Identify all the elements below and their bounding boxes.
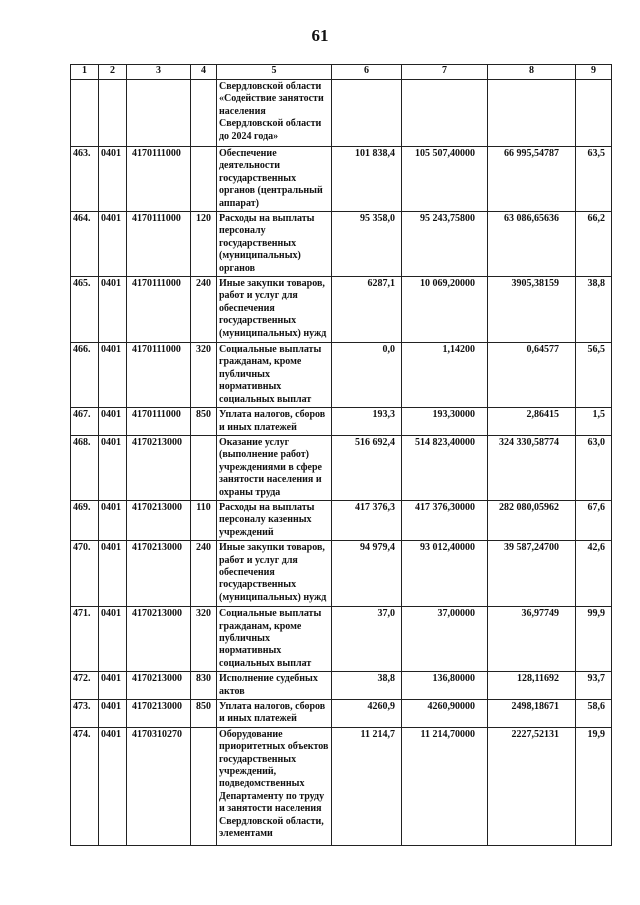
expense-type: 850	[191, 700, 217, 728]
value-col-6: 4260,9	[332, 700, 402, 728]
value-col-6: 193,3	[332, 408, 402, 436]
value-col-6: 101 838,4	[332, 147, 402, 212]
value-col-7: 193,30000	[402, 408, 488, 436]
table-row	[71, 541, 612, 607]
item-name: Оборудование приоритетных объектов государственных учреждений, подведомственных Департаменту по труду и занятости населения Свердловской области, элементами	[217, 727, 332, 845]
value-col-6: 417 376,3	[332, 500, 402, 540]
row-number: 472.	[71, 672, 99, 700]
section-code	[99, 80, 127, 147]
header-col-9: 9	[576, 65, 612, 80]
section-code: 0401	[99, 727, 127, 845]
value-col-7: 4260,90000	[402, 700, 488, 728]
table-row	[71, 435, 612, 500]
section-code: 0401	[99, 541, 127, 607]
table-row	[71, 672, 612, 700]
expense-type: 320	[191, 607, 217, 672]
budget-table-container	[70, 64, 612, 846]
value-col-6: 0,0	[332, 343, 402, 408]
expense-type: 240	[191, 541, 217, 607]
value-col-7: 95 243,75800	[402, 212, 488, 277]
item-name: Оказание услуг (выполнение работ) учреждениями в сфере занятости населения и охраны труда	[217, 435, 332, 500]
value-col-9: 42,6	[576, 541, 612, 607]
item-name: Социальные выплаты гражданам, кроме публичных нормативных социальных выплат	[217, 607, 332, 672]
item-name: Иные закупки товаров, работ и услуг для обеспечения государственных (муниципальных) нужд	[217, 541, 332, 607]
value-col-7: 1,14200	[402, 343, 488, 408]
table-header-row	[71, 65, 612, 80]
value-col-9: 19,9	[576, 727, 612, 845]
value-col-9: 99,9	[576, 607, 612, 672]
value-col-9	[576, 80, 612, 147]
section-code: 0401	[99, 435, 127, 500]
value-col-7	[402, 80, 488, 147]
value-col-6: 516 692,4	[332, 435, 402, 500]
value-col-8: 2498,18671	[488, 700, 576, 728]
target-code: 4170213000	[127, 607, 191, 672]
header-col-7: 7	[402, 65, 488, 80]
target-code: 4170213000	[127, 541, 191, 607]
table-row	[71, 607, 612, 672]
value-col-8: 39 587,24700	[488, 541, 576, 607]
row-number: 470.	[71, 541, 99, 607]
target-code: 4170111000	[127, 212, 191, 277]
item-name: Расходы на выплаты персоналу казенных учреждений	[217, 500, 332, 540]
row-number: 463.	[71, 147, 99, 212]
row-number: 471.	[71, 607, 99, 672]
value-col-8: 128,11692	[488, 672, 576, 700]
target-code: 4170213000	[127, 435, 191, 500]
value-col-7: 37,00000	[402, 607, 488, 672]
value-col-9: 67,6	[576, 500, 612, 540]
expense-type: 830	[191, 672, 217, 700]
value-col-9: 63,5	[576, 147, 612, 212]
header-col-1: 1	[71, 65, 99, 80]
item-name: Уплата налогов, сборов и иных платежей	[217, 408, 332, 436]
value-col-8: 2227,52131	[488, 727, 576, 845]
value-col-6	[332, 80, 402, 147]
section-code: 0401	[99, 343, 127, 408]
target-code: 4170111000	[127, 277, 191, 343]
target-code: 4170310270	[127, 727, 191, 845]
row-number: 467.	[71, 408, 99, 436]
table-row	[71, 147, 612, 212]
value-col-7: 105 507,40000	[402, 147, 488, 212]
row-number: 465.	[71, 277, 99, 343]
table-row	[71, 500, 612, 540]
row-number: 466.	[71, 343, 99, 408]
row-number: 473.	[71, 700, 99, 728]
section-code: 0401	[99, 277, 127, 343]
value-col-9: 58,6	[576, 700, 612, 728]
header-col-4: 4	[191, 65, 217, 80]
value-col-8: 3905,38159	[488, 277, 576, 343]
value-col-7: 10 069,20000	[402, 277, 488, 343]
section-code: 0401	[99, 500, 127, 540]
header-col-2: 2	[99, 65, 127, 80]
value-col-8: 66 995,54787	[488, 147, 576, 212]
header-col-5: 5	[217, 65, 332, 80]
section-code: 0401	[99, 147, 127, 212]
section-code: 0401	[99, 672, 127, 700]
value-col-9: 66,2	[576, 212, 612, 277]
page-number: 61	[311, 26, 329, 45]
item-name: Иные закупки товаров, работ и услуг для обеспечения государственных (муниципальных) нужд	[217, 277, 332, 343]
target-code: 4170213000	[127, 500, 191, 540]
expense-type	[191, 147, 217, 212]
header-col-8: 8	[488, 65, 576, 80]
target-code: 4170111000	[127, 147, 191, 212]
expense-type	[191, 727, 217, 845]
value-col-6: 6287,1	[332, 277, 402, 343]
value-col-6: 94 979,4	[332, 541, 402, 607]
row-number: 474.	[71, 727, 99, 845]
value-col-9: 38,8	[576, 277, 612, 343]
row-number: 464.	[71, 212, 99, 277]
value-col-9: 63,0	[576, 435, 612, 500]
value-col-8: 282 080,05962	[488, 500, 576, 540]
expense-type: 120	[191, 212, 217, 277]
expense-type: 110	[191, 500, 217, 540]
value-col-8: 0,64577	[488, 343, 576, 408]
value-col-9: 56,5	[576, 343, 612, 408]
section-code: 0401	[99, 607, 127, 672]
table-row	[71, 700, 612, 728]
section-code: 0401	[99, 212, 127, 277]
target-code	[127, 80, 191, 147]
table-row	[71, 727, 612, 845]
table-row	[71, 212, 612, 277]
value-col-7: 93 012,40000	[402, 541, 488, 607]
value-col-9: 93,7	[576, 672, 612, 700]
value-col-7: 136,80000	[402, 672, 488, 700]
item-name: Обеспечение деятельности государственных органов (центральный аппарат)	[217, 147, 332, 212]
section-code: 0401	[99, 700, 127, 728]
target-code: 4170111000	[127, 343, 191, 408]
table-row	[71, 277, 612, 343]
value-col-8: 63 086,65636	[488, 212, 576, 277]
header-col-3: 3	[127, 65, 191, 80]
row-number: 468.	[71, 435, 99, 500]
item-name: Свердловской области «Содействие занятости населения Свердловской области до 2024 года»	[217, 80, 332, 147]
value-col-6: 37,0	[332, 607, 402, 672]
table-row	[71, 408, 612, 436]
value-col-7: 417 376,30000	[402, 500, 488, 540]
row-number: 469.	[71, 500, 99, 540]
value-col-8: 36,97749	[488, 607, 576, 672]
row-number	[71, 80, 99, 147]
value-col-8: 324 330,58774	[488, 435, 576, 500]
target-code: 4170213000	[127, 700, 191, 728]
value-col-6: 11 214,7	[332, 727, 402, 845]
expense-type: 320	[191, 343, 217, 408]
header-col-6: 6	[332, 65, 402, 80]
item-name: Исполнение судебных актов	[217, 672, 332, 700]
table-row	[71, 80, 612, 147]
expense-type	[191, 80, 217, 147]
item-name: Уплата налогов, сборов и иных платежей	[217, 700, 332, 728]
section-code: 0401	[99, 408, 127, 436]
expense-type: 240	[191, 277, 217, 343]
value-col-7: 514 823,40000	[402, 435, 488, 500]
value-col-7: 11 214,70000	[402, 727, 488, 845]
target-code: 4170213000	[127, 672, 191, 700]
value-col-9: 1,5	[576, 408, 612, 436]
value-col-8	[488, 80, 576, 147]
expense-type	[191, 435, 217, 500]
target-code: 4170111000	[127, 408, 191, 436]
table-row	[71, 343, 612, 408]
value-col-8: 2,86415	[488, 408, 576, 436]
expense-type: 850	[191, 408, 217, 436]
value-col-6: 38,8	[332, 672, 402, 700]
item-name: Социальные выплаты гражданам, кроме публичных нормативных социальных выплат	[217, 343, 332, 408]
value-col-6: 95 358,0	[332, 212, 402, 277]
item-name: Расходы на выплаты персоналу государственных (муниципальных) органов	[217, 212, 332, 277]
budget-table	[70, 64, 612, 846]
